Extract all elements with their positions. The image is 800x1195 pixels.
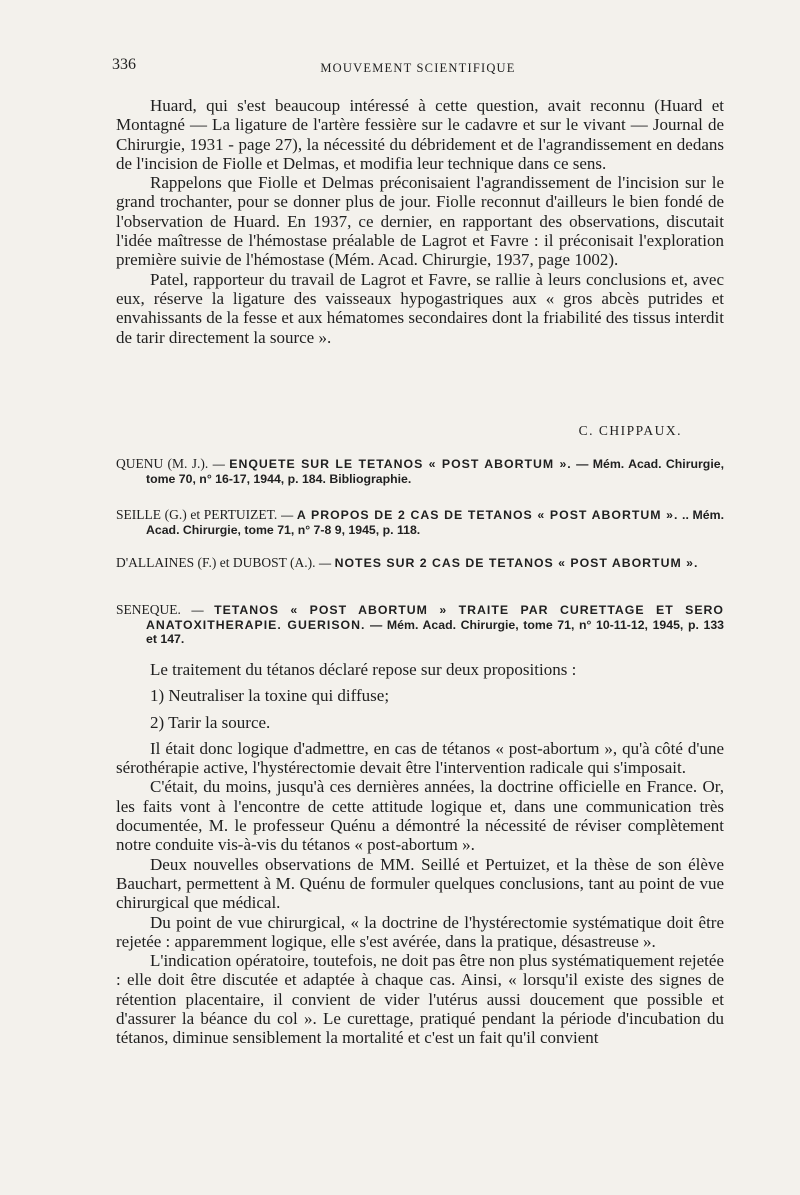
reference-separator: — [180,603,215,617]
paragraph: Deux nouvelles observations de MM. Seillé et Pertuizet, et la thèse de son élève Bauchart, permettent à M. Quénu de formuler quelques conclusions, tant au point de vue chirurgical que médical. [116,854,724,913]
reference-authors: SEILLE (G.) et PERTUIZET. [116,507,278,522]
review-section-1 [116,96,724,347]
running-title: MOUVEMENT SCIENTIFIQUE [320,61,516,75]
reference-title: NOTES SUR 2 CAS DE TETANOS « POST ABORTUM ». [334,556,699,570]
paragraph: Le traitement du tétanos déclaré repose sur deux propositions : [150,660,577,679]
reference-title: TETANOS « POST ABORTUM » TRAITE PAR CURETTAGE ET SERO ANATOXITHERAPIE. GUERISON. [146,603,724,632]
reference-separator: — [208,457,230,471]
reviewer-signature: C. CHIPPAUX. [578,423,682,438]
reference-4 [116,603,724,647]
page-header [112,56,724,78]
list-item: 2) Tarir la source. [150,712,271,732]
reference-1 [116,457,724,486]
page-number: 336 [112,56,136,73]
paragraph: Patel, rapporteur du travail de Lagrot et Favre, se rallie à leurs conclusions et, avec eux, réserve la ligature des vaisseaux hypogastriques aux « gros abcès putrides et envahissants de la fesse et aux hématomes secondaires dont la friabilité des tissus interdit de tarir directement la source ». [116,269,724,347]
bibliographic-reference [116,457,724,486]
bibliographic-reference [116,556,724,571]
paragraph: C'était, du moins, jusqu'à ces dernières années, la doctrine officielle en France. Or, les faits vont à l'encontre de cette attitude logique et, dans une communication très documentée, M. le professeur Quénu a démontré la nécessité de réviser complètement notre conduite vis-à-vis du tétanos « post-abortum ». [116,777,724,855]
reference-source: .. Mém. Acad. Chirurgie, tome 71, n° 7-8 9, 1945, p. 118. [146,508,724,537]
paragraph: Huard, qui s'est beaucoup intéressé à cette question, avait reconnu (Huard et Montagné — La ligature de l'artère fessière sur le cadavre et sur le vivant — Journal de Chirurgie, 1931 - page 27), la nécessité du débridement et de l'agrandissement en dedans de l'incision de Fiolle et Delmas, et modifia leur technique dans ce sens. [116,96,724,173]
reference-authors: SENEQUE. [116,602,181,617]
bibliographic-reference [116,603,724,647]
paragraph: Du point de vue chirurgical, « la doctrine de l'hystérectomie systématique doit être rejetée : apparemment logique, elle s'est avérée, dans la pratique, désastreuse ». [116,912,724,951]
reference-title: A PROPOS DE 2 CAS DE TETANOS « POST ABORTUM ». [296,508,679,522]
reference-separator: — [277,508,297,522]
bibliographic-reference [116,508,724,537]
paragraph: L'indication opératoire, toutefois, ne doit pas être non plus systématiquement rejetée : elle doit être discutée et adaptée à chaque cas. Ainsi, « lorsqu'il existe des signes de rétention placentaire, il convient de vider l'utérus aussi doucement que possible et d'assurer la béance du col ». Le curettage, pratiqué pendant la période d'incubation du tétanos, diminue sensiblement la mortalité et c'est un fait qu'il convient [116,951,724,1048]
paragraph: Rappelons que Fiolle et Delmas préconisaient l'agrandissement de l'incision sur le grand trochanter, pour se donner plus de jour. Fiolle reconnut d'ailleurs le bien fondé de l'observation de Huard. En 1937, ce dernier, en rapportant des observations, discutait l'idée maîtresse de l'hémostase préalable de Lagrot et Favre : il préconisait l'exploration première suivie de l'hémostase (Mém. Acad. Chirurgie, 1937, page 1002). [116,173,724,270]
reference-2 [116,508,724,537]
reference-authors: D'ALLAINES (F.) et DUBOST (A.). [116,555,316,570]
reference-source: — Mém. Acad. Chirurgie, tome 71, n° 10-11-12, 1945, p. 133 et 147. [146,617,725,646]
review-section-2 [116,660,724,1048]
reference-authors: QUENU (M. J.). [116,456,209,471]
reference-3 [116,556,724,571]
reference-separator: — [315,556,335,570]
reference-source: — Mém. Acad. Chirurgie, tome 70, n° 16-17, 1944, p. 184. Bibliographie. [146,457,724,486]
paragraph: Il était donc logique d'admettre, en cas de tétanos « post-abortum », qu'à côté d'une sérothérapie active, l'hystérectomie devait être l'intervention radicale qui s'imposait. [116,738,724,778]
reference-title: ENQUETE SUR LE TETANOS « POST ABORTUM ». [229,457,572,471]
list-item: 1) Neutraliser la toxine qui diffuse; [150,686,390,706]
